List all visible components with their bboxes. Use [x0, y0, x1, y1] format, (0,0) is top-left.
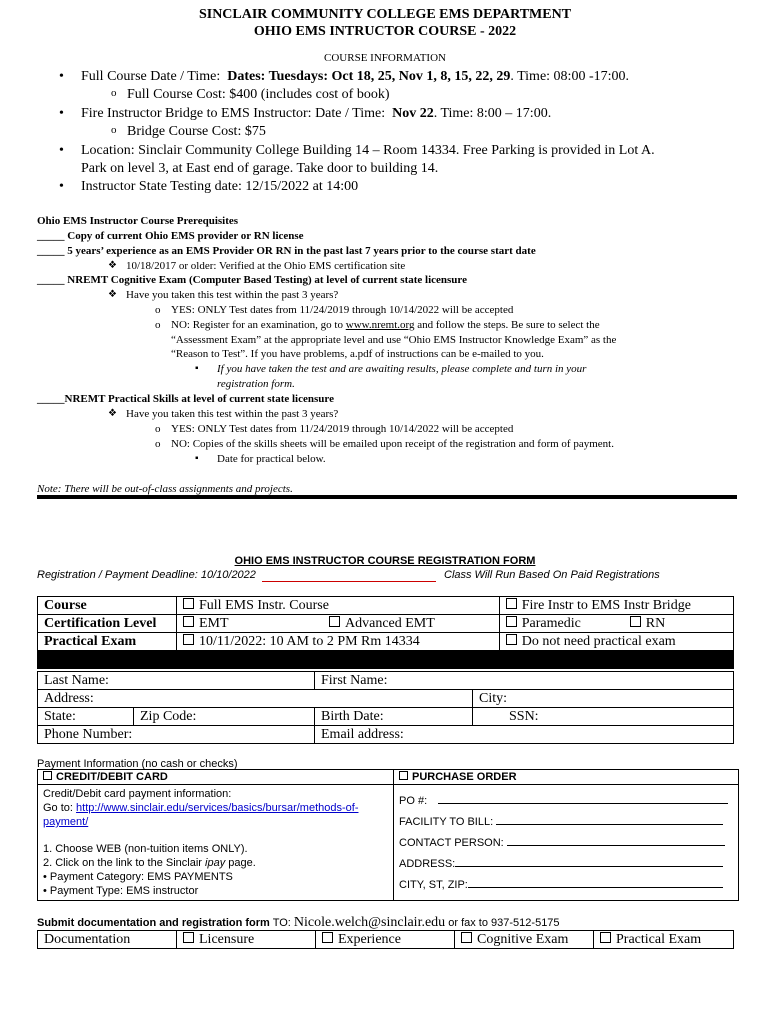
po-address-field[interactable]: ADDRESS:	[399, 854, 733, 875]
prereq-practical-no: o NO: Copies of the skills sheets will be emailed upon receipt of the registration and form of payment.	[171, 438, 614, 450]
documentation-table	[37, 930, 734, 949]
prereq-cognitive-no-line3: “Reason to Test”. If you have problems, a.pdf of instructions can be e-mailed to you.	[171, 348, 544, 360]
ssn-field[interactable]: SSN:	[473, 708, 734, 726]
facility-field[interactable]: FACILITY TO BILL:	[399, 812, 733, 833]
purchase-order-details	[394, 785, 739, 901]
bursar-link[interactable]: http://www.sinclair.edu/services/basics/bursar/methods-of-	[76, 802, 359, 814]
card-goto-line: Go to: http://www.sinclair.edu/services/basics/bursar/methods-of-	[43, 802, 359, 814]
phone-field[interactable]: Phone Number:	[38, 726, 315, 744]
prereq-practical-sub: ▪ Date for practical below.	[217, 453, 326, 465]
bridge-course-date: • Fire Instructor Bridge to EMS Instructor: Date / Time: Nov 22. Time: 8:00 – 17:00.	[81, 106, 551, 122]
email-field[interactable]: Email address:	[315, 726, 734, 744]
nremt-link[interactable]: www.nremt.org	[345, 319, 415, 331]
form-title: OHIO EMS INSTRUCTOR COURSE REGISTRATION FORM	[234, 555, 536, 567]
prereq-cognitive-note-1: ▪ If you have taken the test and are awaiting results, please complete and turn in your	[217, 363, 586, 375]
bridge-course-cost: o Bridge Course Cost: $75	[127, 124, 266, 140]
card-step-3: • Payment Category: EMS PAYMENTS	[43, 871, 233, 883]
testing-date: • Instructor State Testing date: 12/15/2022 at 14:00	[81, 179, 358, 195]
doc-licensure-option[interactable]: Licensure	[177, 931, 316, 949]
checkbox-experience[interactable]	[322, 932, 333, 943]
prereq-cognitive-no: o NO: Register for an examination, go to www.nremt.org and follow the steps. Be sure to select the	[171, 319, 600, 331]
checkbox-purchase-order[interactable]	[399, 771, 408, 780]
title-line-1: SINCLAIR COMMUNITY COLLEGE EMS DEPARTMENT	[198, 7, 572, 22]
card-step-1: 1. Choose WEB (non-tuition items ONLY).	[43, 843, 248, 855]
credit-card-details	[38, 785, 394, 901]
prereq-heading: Ohio EMS Instructor Course Prerequisites	[37, 215, 239, 227]
checkbox-full-course[interactable]	[183, 598, 194, 609]
checkbox-no-practical[interactable]	[506, 634, 517, 645]
course-row	[38, 597, 734, 615]
city-field[interactable]: City:	[473, 690, 734, 708]
location-line-2: Park on level 3, at East end of garage. Take door to building 14.	[81, 161, 439, 176]
doc-practical-option[interactable]: Practical Exam	[594, 931, 734, 949]
practical-date-option[interactable]: 10/11/2022: 10 AM to 2 PM Rm 14334	[177, 633, 500, 651]
prereq-practical-yes: o YES: ONLY Test dates from 11/24/2019 through 10/14/2022 will be accepted	[171, 423, 513, 435]
birth-date-field[interactable]: Birth Date:	[315, 708, 473, 726]
city-st-zip-field[interactable]: CITY, ST, ZIP:	[399, 875, 733, 896]
full-course-cost: o Full Course Cost: $400 (includes cost of book)	[127, 87, 390, 103]
certification-row	[38, 615, 734, 633]
first-name-field[interactable]: First Name:	[315, 672, 734, 690]
submit-line: Submit documentation and registration form TO: Nicole.welch@sinclair.edu or fax to 937-512-5175	[37, 915, 560, 930]
zip-field[interactable]: Zip Code:	[134, 708, 315, 726]
payment-heading: Payment Information (no cash or checks)	[37, 758, 238, 770]
aemt-option[interactable]: Advanced EMT	[323, 615, 499, 633]
checkbox-emt[interactable]	[183, 616, 194, 627]
prereq-experience-sub: ❖ 10/18/2017 or older: Verified at the Ohio EMS certification site	[126, 260, 405, 272]
checkbox-licensure[interactable]	[183, 932, 194, 943]
checkbox-practical[interactable]	[600, 932, 611, 943]
card-info-line: Credit/Debit card payment information:	[43, 788, 232, 800]
card-step-4: • Payment Type: EMS instructor	[43, 885, 199, 897]
card-step-2: 2. Click on the link to the Sinclair ipay page.	[43, 857, 256, 869]
black-bar	[38, 651, 734, 669]
section-divider	[37, 495, 737, 499]
note: Note: There will be out-of-class assignments and projects.	[37, 483, 293, 495]
po-number-field[interactable]: PO #:	[399, 791, 733, 812]
prereq-cognitive-yes: o YES: ONLY Test dates from 11/24/2019 through 10/14/2022 will be accepted	[171, 304, 513, 316]
doc-cognitive-option[interactable]: Cognitive Exam	[455, 931, 594, 949]
prereq-experience: _____ 5 years’ experience as an EMS Provider OR RN in the past last 7 years prior to the course start date	[37, 245, 536, 257]
checkbox-practical-date[interactable]	[183, 634, 194, 645]
prereq-license: _____ Copy of current Ohio EMS provider or RN license	[37, 230, 304, 242]
checkbox-bridge-course[interactable]	[506, 598, 517, 609]
checkbox-paramedic[interactable]	[506, 616, 517, 627]
state-field[interactable]: State:	[38, 708, 134, 726]
title-line-2: OHIO EMS INTRUCTOR COURSE - 2022	[253, 24, 517, 39]
checkbox-cognitive[interactable]	[461, 932, 472, 943]
doc-experience-option[interactable]: Experience	[316, 931, 455, 949]
contact-person-field[interactable]: CONTACT PERSON:	[399, 833, 733, 854]
deadline-underline	[262, 581, 436, 582]
bursar-link-cont[interactable]: payment/	[43, 816, 89, 828]
submit-email[interactable]: Nicole.welch@sinclair.edu	[293, 915, 446, 930]
rn-option[interactable]: RN	[624, 615, 734, 633]
emt-option[interactable]: EMT	[177, 615, 324, 633]
certification-label: Certification Level	[38, 615, 177, 633]
checkbox-rn[interactable]	[630, 616, 641, 627]
course-label: Course	[38, 597, 177, 615]
purchase-order-header[interactable]: PURCHASE ORDER	[394, 770, 739, 785]
prereq-cognitive-note-2: registration form.	[217, 378, 295, 390]
location-line-1: • Location: Sinclair Community College Building 14 – Room 14334. Free Parking is provided in Lot A.	[81, 143, 655, 159]
paramedic-option[interactable]: Paramedic	[499, 615, 624, 633]
full-course-date: • Full Course Date / Time: Dates: Tuesdays: Oct 18, 25, Nov 1, 8, 15, 22, 29. Time: 08:00 -17:00.	[81, 69, 629, 85]
payment-deadline: Registration / Payment Deadline: 10/10/2022	[37, 569, 256, 581]
practical-label: Practical Exam	[38, 633, 177, 651]
black-bar-row	[38, 651, 734, 669]
bridge-course-option[interactable]: Fire Instr to EMS Instr Bridge	[499, 597, 733, 615]
credit-card-header[interactable]: CREDIT/DEBIT CARD	[38, 770, 394, 785]
prereq-practical: _____NREMT Practical Skills at level of current state licensure	[37, 393, 334, 405]
full-course-option[interactable]: Full EMS Instr. Course	[177, 597, 500, 615]
checkbox-aemt[interactable]	[329, 616, 340, 627]
last-name-field[interactable]: Last Name:	[38, 672, 315, 690]
documentation-label: Documentation	[38, 931, 177, 949]
course-info-heading: COURSE INFORMATION	[324, 52, 446, 64]
prereq-cognitive: _____ NREMT Cognitive Exam (Computer Based Testing) at level of current state licensure	[37, 274, 467, 286]
prereq-practical-question: ❖ Have you taken this test within the past 3 years?	[126, 408, 338, 420]
prereq-cognitive-question: ❖ Have you taken this test within the past 3 years?	[126, 289, 338, 301]
prereq-cognitive-no-line2: “Assessment Exam” at the appropriate level and use “Ohio EMS Instructor Knowledge Exam” as the	[171, 334, 617, 346]
no-practical-option[interactable]: Do not need practical exam	[499, 633, 733, 651]
personal-info-table	[37, 671, 734, 744]
payment-table	[37, 769, 739, 901]
course-selection-table	[37, 596, 734, 669]
address-field[interactable]: Address:	[38, 690, 473, 708]
practical-row	[38, 633, 734, 651]
checkbox-credit-card[interactable]	[43, 771, 52, 780]
class-note: Class Will Run Based On Paid Registrations	[444, 569, 660, 581]
